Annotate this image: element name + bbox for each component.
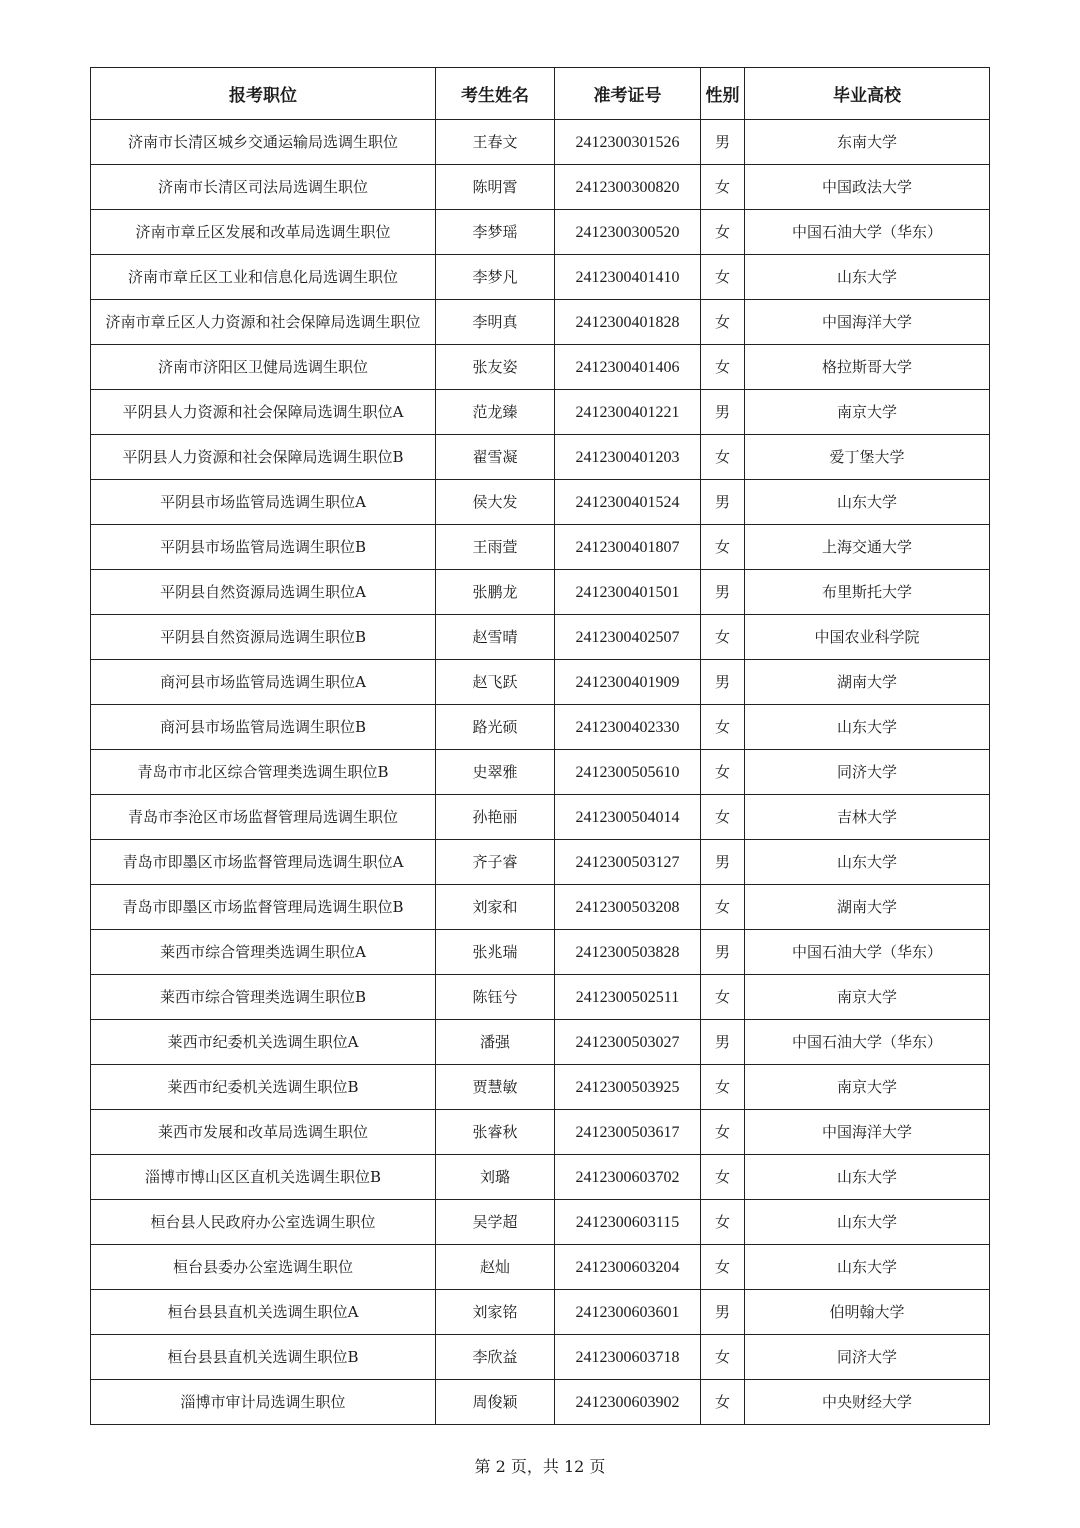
cell-gender: 女 — [701, 975, 745, 1020]
page-number: 第 2 页，共 12 页 — [474, 1457, 606, 1476]
cell-exam-id: 2412300301526 — [555, 120, 701, 165]
table-row — [91, 570, 990, 615]
cell-university: 中国海洋大学 — [745, 1110, 990, 1155]
cell-name: 孙艳丽 — [436, 795, 555, 840]
header-university: 毕业高校 — [745, 68, 990, 120]
cell-university: 吉林大学 — [745, 795, 990, 840]
cell-name: 陈明霄 — [436, 165, 555, 210]
cell-position: 青岛市市北区综合管理类选调生职位B — [91, 750, 436, 795]
cell-gender: 女 — [701, 1380, 745, 1425]
cell-university: 中国农业科学院 — [745, 615, 990, 660]
cell-university: 同济大学 — [745, 1335, 990, 1380]
table-row — [91, 1335, 990, 1380]
cell-university: 布里斯托大学 — [745, 570, 990, 615]
cell-position: 平阴县人力资源和社会保障局选调生职位B — [91, 435, 436, 480]
cell-exam-id: 2412300603601 — [555, 1290, 701, 1335]
table-row — [91, 435, 990, 480]
cell-name: 李明真 — [436, 300, 555, 345]
cell-name: 陈钰兮 — [436, 975, 555, 1020]
cell-name: 张鹏龙 — [436, 570, 555, 615]
table-row — [91, 345, 990, 390]
table-row — [91, 750, 990, 795]
cell-university: 东南大学 — [745, 120, 990, 165]
table-body — [91, 120, 990, 1425]
cell-university: 南京大学 — [745, 1065, 990, 1110]
cell-position: 平阴县自然资源局选调生职位B — [91, 615, 436, 660]
table-row — [91, 1200, 990, 1245]
cell-gender: 女 — [701, 1200, 745, 1245]
cell-exam-id: 2412300401203 — [555, 435, 701, 480]
cell-name: 李欣益 — [436, 1335, 555, 1380]
cell-name: 贾慧敏 — [436, 1065, 555, 1110]
cell-name: 翟雪凝 — [436, 435, 555, 480]
header-position: 报考职位 — [91, 68, 436, 120]
cell-position: 平阴县市场监管局选调生职位A — [91, 480, 436, 525]
cell-position: 济南市长清区司法局选调生职位 — [91, 165, 436, 210]
cell-name: 路光硕 — [436, 705, 555, 750]
cell-exam-id: 2412300401909 — [555, 660, 701, 705]
cell-position: 济南市章丘区人力资源和社会保障局选调生职位 — [91, 300, 436, 345]
cell-gender: 女 — [701, 1155, 745, 1200]
cell-gender: 男 — [701, 390, 745, 435]
cell-university: 中国政法大学 — [745, 165, 990, 210]
cell-position: 桓台县县直机关选调生职位A — [91, 1290, 436, 1335]
cell-name: 刘家和 — [436, 885, 555, 930]
cell-exam-id: 2412300503208 — [555, 885, 701, 930]
cell-position: 商河县市场监管局选调生职位A — [91, 660, 436, 705]
table-row — [91, 1290, 990, 1335]
cell-exam-id: 2412300401221 — [555, 390, 701, 435]
cell-exam-id: 2412300603702 — [555, 1155, 701, 1200]
cell-gender: 男 — [701, 660, 745, 705]
cell-gender: 男 — [701, 570, 745, 615]
cell-position: 青岛市即墨区市场监督管理局选调生职位A — [91, 840, 436, 885]
cell-exam-id: 2412300504014 — [555, 795, 701, 840]
cell-name: 赵灿 — [436, 1245, 555, 1290]
table-row — [91, 525, 990, 570]
cell-name: 李梦凡 — [436, 255, 555, 300]
cell-position: 济南市济阳区卫健局选调生职位 — [91, 345, 436, 390]
table-row — [91, 165, 990, 210]
cell-university: 中央财经大学 — [745, 1380, 990, 1425]
cell-gender: 女 — [701, 1335, 745, 1380]
cell-name: 吴学超 — [436, 1200, 555, 1245]
table-row — [91, 1155, 990, 1200]
cell-exam-id: 2412300401410 — [555, 255, 701, 300]
cell-university: 山东大学 — [745, 1200, 990, 1245]
cell-university: 山东大学 — [745, 705, 990, 750]
cell-gender: 女 — [701, 1065, 745, 1110]
cell-position: 淄博市博山区区直机关选调生职位B — [91, 1155, 436, 1200]
cell-university: 山东大学 — [745, 480, 990, 525]
cell-exam-id: 2412300401501 — [555, 570, 701, 615]
cell-gender: 女 — [701, 1110, 745, 1155]
cell-gender: 女 — [701, 165, 745, 210]
cell-gender: 女 — [701, 615, 745, 660]
cell-university: 山东大学 — [745, 1155, 990, 1200]
table-row — [91, 300, 990, 345]
cell-name: 李梦瑶 — [436, 210, 555, 255]
cell-gender: 男 — [701, 1290, 745, 1335]
table-row — [91, 975, 990, 1020]
cell-exam-id: 2412300401807 — [555, 525, 701, 570]
cell-position: 莱西市纪委机关选调生职位B — [91, 1065, 436, 1110]
table-row — [91, 930, 990, 975]
table-row — [91, 120, 990, 165]
cell-university: 同济大学 — [745, 750, 990, 795]
table-row — [91, 705, 990, 750]
cell-position: 平阴县自然资源局选调生职位A — [91, 570, 436, 615]
table-row — [91, 840, 990, 885]
cell-name: 王雨萱 — [436, 525, 555, 570]
cell-name: 史翠雅 — [436, 750, 555, 795]
cell-name: 赵飞跃 — [436, 660, 555, 705]
cell-name: 张兆瑞 — [436, 930, 555, 975]
cell-position: 桓台县县直机关选调生职位B — [91, 1335, 436, 1380]
cell-exam-id: 2412300401524 — [555, 480, 701, 525]
cell-university: 上海交通大学 — [745, 525, 990, 570]
table-row — [91, 390, 990, 435]
cell-university: 格拉斯哥大学 — [745, 345, 990, 390]
cell-gender: 女 — [701, 435, 745, 480]
cell-exam-id: 2412300503828 — [555, 930, 701, 975]
cell-name: 王春文 — [436, 120, 555, 165]
cell-exam-id: 2412300402330 — [555, 705, 701, 750]
table-row — [91, 795, 990, 840]
cell-position: 商河县市场监管局选调生职位B — [91, 705, 436, 750]
cell-gender: 男 — [701, 930, 745, 975]
cell-exam-id: 2412300603115 — [555, 1200, 701, 1245]
cell-name: 刘家铭 — [436, 1290, 555, 1335]
cell-name: 侯大发 — [436, 480, 555, 525]
cell-exam-id: 2412300402507 — [555, 615, 701, 660]
cell-position: 济南市章丘区发展和改革局选调生职位 — [91, 210, 436, 255]
cell-university: 湖南大学 — [745, 885, 990, 930]
table-row — [91, 1110, 990, 1155]
table-row — [91, 1065, 990, 1110]
cell-exam-id: 2412300401406 — [555, 345, 701, 390]
cell-exam-id: 2412300503027 — [555, 1020, 701, 1065]
cell-name: 周俊颖 — [436, 1380, 555, 1425]
header-exam-id: 准考证号 — [555, 68, 701, 120]
cell-university: 南京大学 — [745, 975, 990, 1020]
cell-position: 莱西市纪委机关选调生职位A — [91, 1020, 436, 1065]
cell-position: 平阴县市场监管局选调生职位B — [91, 525, 436, 570]
cell-gender: 男 — [701, 120, 745, 165]
cell-position: 平阴县人力资源和社会保障局选调生职位A — [91, 390, 436, 435]
cell-exam-id: 2412300300820 — [555, 165, 701, 210]
cell-gender: 女 — [701, 255, 745, 300]
table-row — [91, 615, 990, 660]
cell-gender: 女 — [701, 705, 745, 750]
cell-position: 莱西市综合管理类选调生职位A — [91, 930, 436, 975]
table-row — [91, 1020, 990, 1065]
cell-gender: 女 — [701, 525, 745, 570]
cell-gender: 女 — [701, 210, 745, 255]
table-row — [91, 255, 990, 300]
cell-name: 范龙臻 — [436, 390, 555, 435]
cell-gender: 女 — [701, 345, 745, 390]
cell-name: 潘强 — [436, 1020, 555, 1065]
cell-university: 中国石油大学（华东） — [745, 1020, 990, 1065]
candidate-table — [90, 67, 990, 1425]
cell-university: 中国石油大学（华东） — [745, 210, 990, 255]
table-header-row — [91, 68, 990, 120]
cell-university: 伯明翰大学 — [745, 1290, 990, 1335]
cell-exam-id: 2412300503925 — [555, 1065, 701, 1110]
cell-exam-id: 2412300505610 — [555, 750, 701, 795]
cell-position: 青岛市李沧区市场监督管理局选调生职位 — [91, 795, 436, 840]
cell-exam-id: 2412300502511 — [555, 975, 701, 1020]
cell-position: 青岛市即墨区市场监督管理局选调生职位B — [91, 885, 436, 930]
table-row — [91, 480, 990, 525]
cell-university: 中国石油大学（华东） — [745, 930, 990, 975]
cell-university: 湖南大学 — [745, 660, 990, 705]
header-name: 考生姓名 — [436, 68, 555, 120]
cell-university: 爱丁堡大学 — [745, 435, 990, 480]
cell-exam-id: 2412300300520 — [555, 210, 701, 255]
cell-name: 刘璐 — [436, 1155, 555, 1200]
cell-name: 赵雪晴 — [436, 615, 555, 660]
table-row — [91, 885, 990, 930]
cell-gender: 男 — [701, 840, 745, 885]
header-gender: 性别 — [701, 68, 745, 120]
cell-gender: 女 — [701, 885, 745, 930]
cell-gender: 女 — [701, 795, 745, 840]
cell-position: 桓台县委办公室选调生职位 — [91, 1245, 436, 1290]
cell-exam-id: 2412300603204 — [555, 1245, 701, 1290]
cell-exam-id: 2412300401828 — [555, 300, 701, 345]
cell-university: 山东大学 — [745, 1245, 990, 1290]
cell-exam-id: 2412300503127 — [555, 840, 701, 885]
cell-gender: 男 — [701, 1020, 745, 1065]
cell-position: 济南市章丘区工业和信息化局选调生职位 — [91, 255, 436, 300]
cell-name: 张友姿 — [436, 345, 555, 390]
cell-exam-id: 2412300603902 — [555, 1380, 701, 1425]
cell-university: 山东大学 — [745, 840, 990, 885]
cell-gender: 女 — [701, 750, 745, 795]
cell-name: 张睿秋 — [436, 1110, 555, 1155]
table-row — [91, 1380, 990, 1425]
table-row — [91, 1245, 990, 1290]
cell-position: 莱西市综合管理类选调生职位B — [91, 975, 436, 1020]
cell-exam-id: 2412300603718 — [555, 1335, 701, 1380]
cell-gender: 女 — [701, 300, 745, 345]
cell-position: 淄博市审计局选调生职位 — [91, 1380, 436, 1425]
cell-name: 齐子睿 — [436, 840, 555, 885]
cell-university: 山东大学 — [745, 255, 990, 300]
cell-exam-id: 2412300503617 — [555, 1110, 701, 1155]
cell-position: 莱西市发展和改革局选调生职位 — [91, 1110, 436, 1155]
cell-gender: 男 — [701, 480, 745, 525]
table-row — [91, 210, 990, 255]
cell-university: 中国海洋大学 — [745, 300, 990, 345]
cell-position: 济南市长清区城乡交通运输局选调生职位 — [91, 120, 436, 165]
cell-position: 桓台县人民政府办公室选调生职位 — [91, 1200, 436, 1245]
table-row — [91, 660, 990, 705]
cell-university: 南京大学 — [745, 390, 990, 435]
cell-gender: 女 — [701, 1245, 745, 1290]
